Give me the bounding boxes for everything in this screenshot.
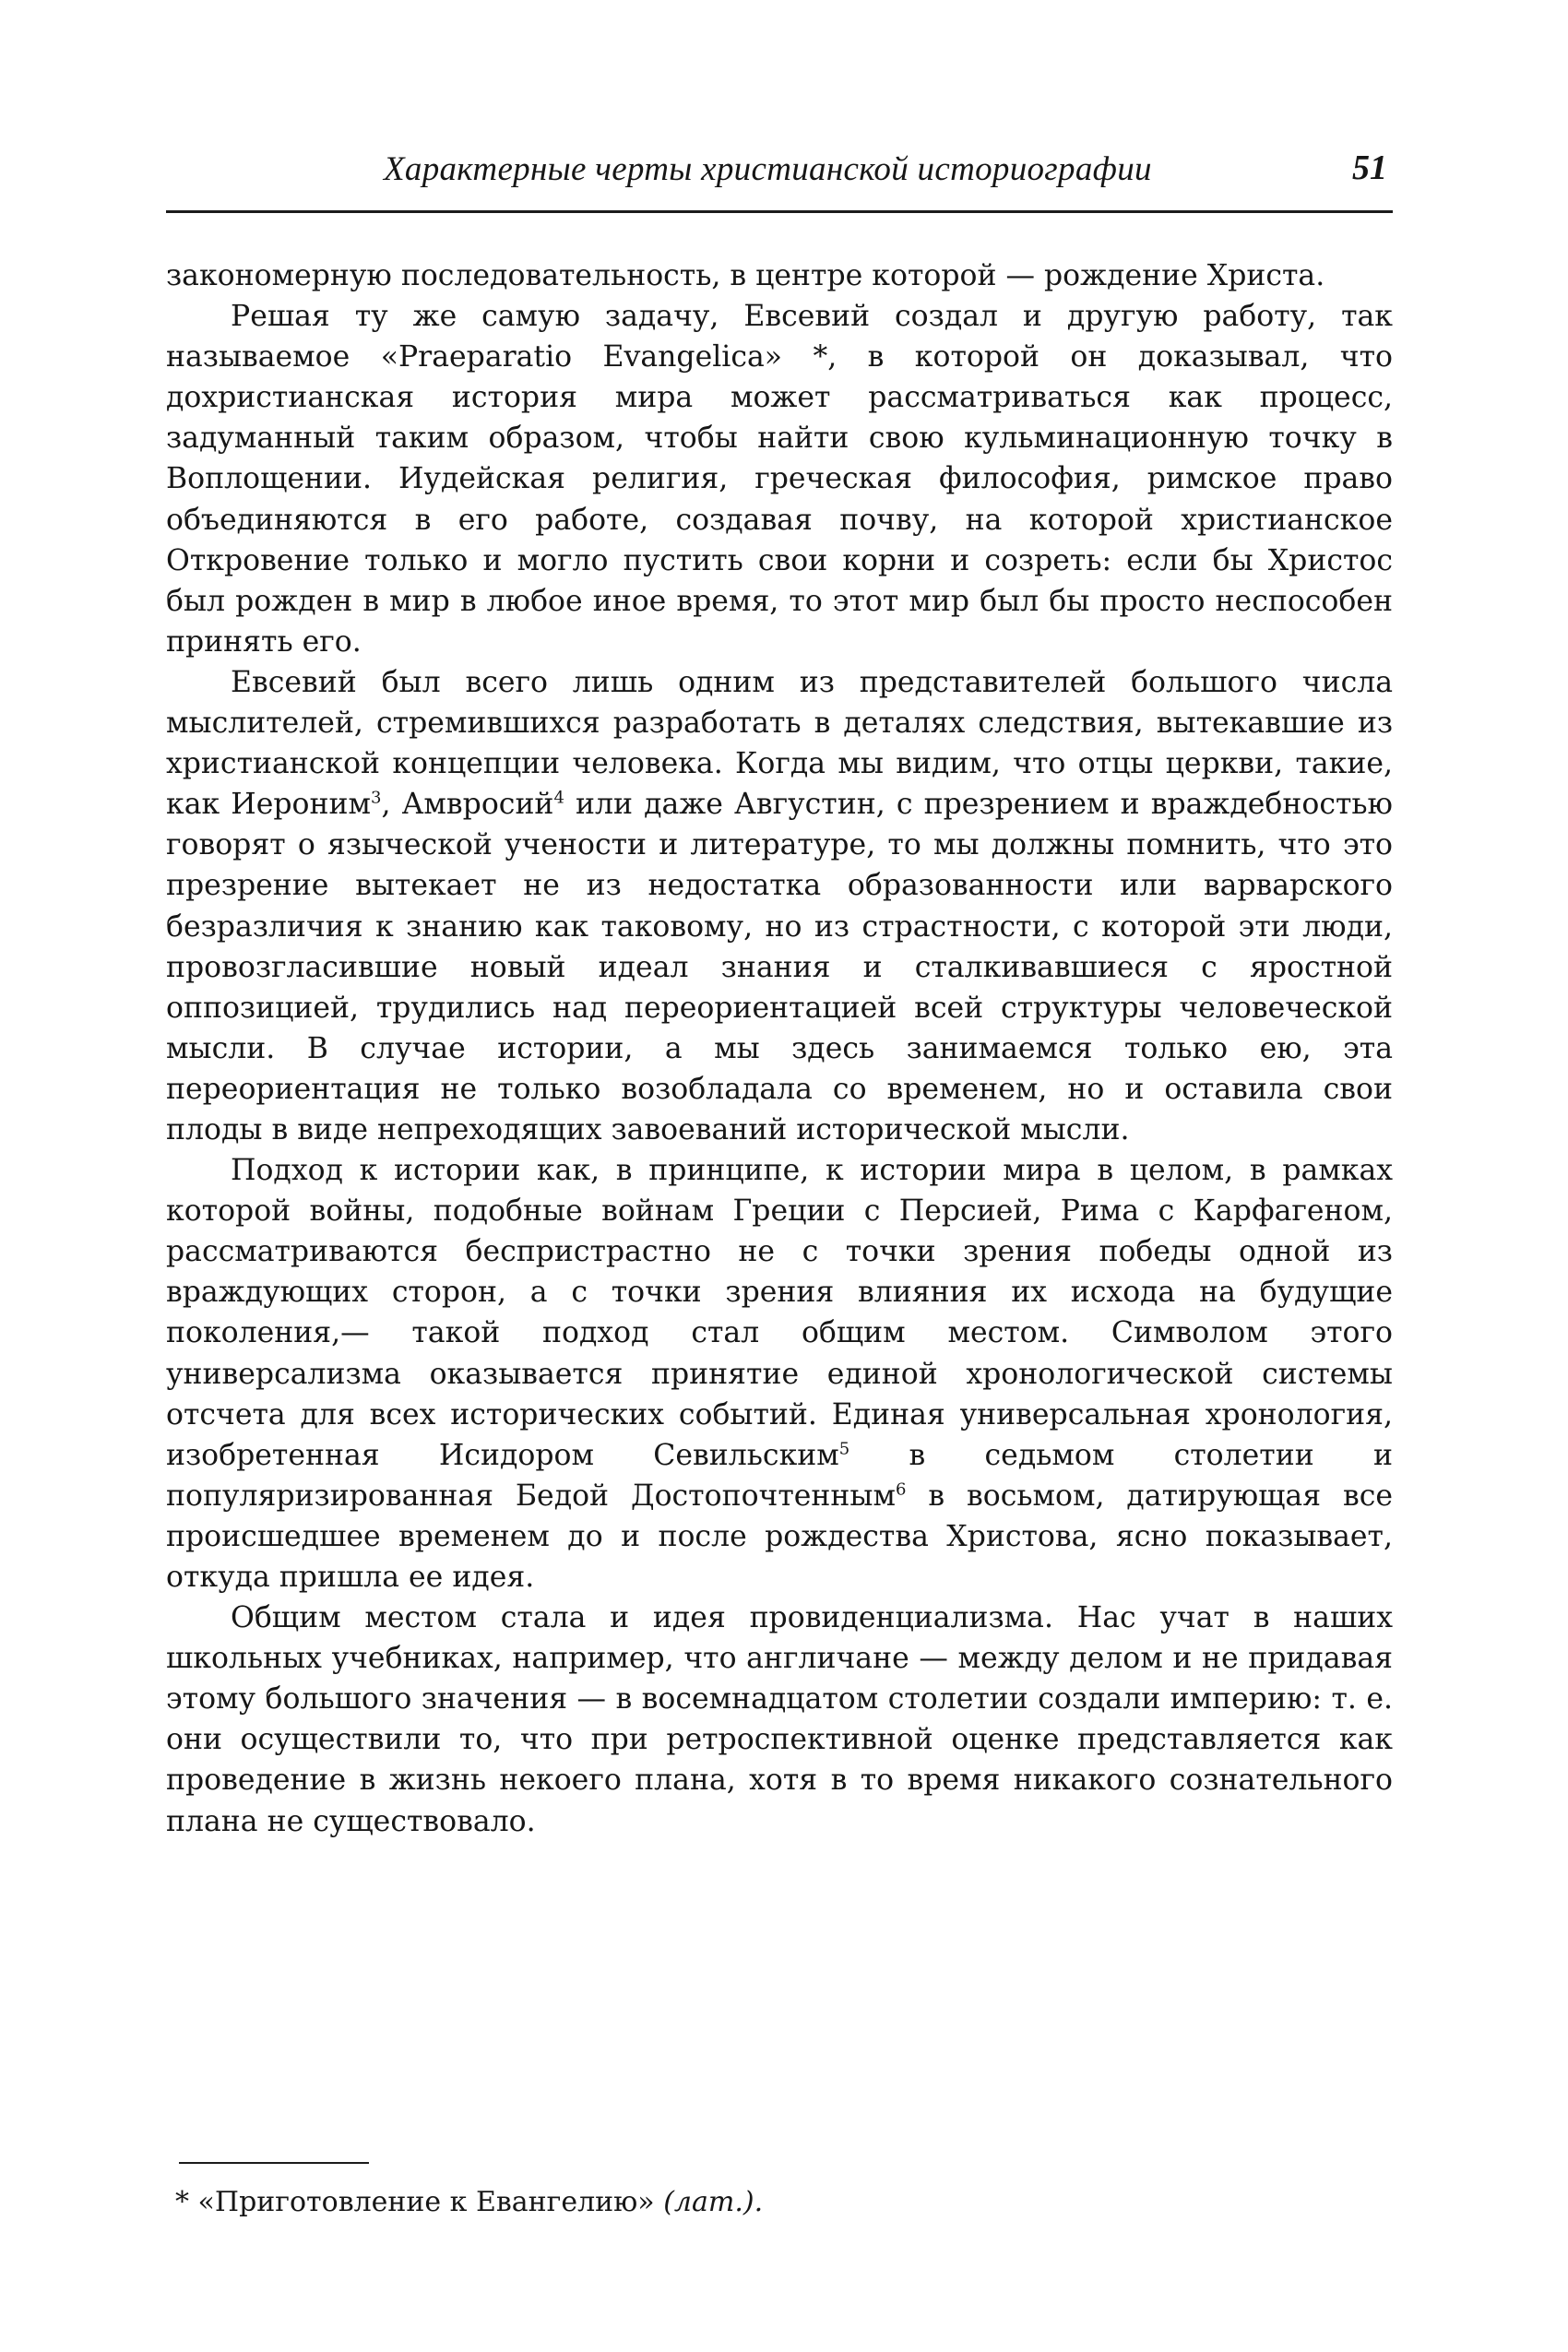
paragraph bbox=[166, 1150, 1393, 1598]
paragraph bbox=[166, 296, 1393, 662]
text-segment: , Амвросий bbox=[381, 788, 554, 822]
footnote-marker: * bbox=[175, 2186, 189, 2218]
page-number: 51 bbox=[1352, 148, 1387, 187]
text-segment: в восьмом, датирующая все происшедшее временем до и после рождества Христова, ясно показывает, откуда пришла ее идея. bbox=[166, 1479, 1393, 1594]
footnote-reference: 6 bbox=[896, 1479, 907, 1500]
footnote-reference: 3 bbox=[371, 788, 382, 808]
footnote-text: «Приготовление к Евангелию» bbox=[197, 2186, 655, 2218]
running-title: Характерные черты христианской историографии bbox=[384, 150, 1152, 188]
footnote-divider bbox=[179, 2162, 369, 2164]
running-header bbox=[166, 140, 1393, 213]
footnote-reference: 4 bbox=[553, 788, 564, 808]
text-segment: закономерную последовательность, в центре которой — рождение Христа. bbox=[166, 259, 1325, 292]
paragraph bbox=[166, 1598, 1393, 1842]
footnote-reference: 5 bbox=[838, 1439, 850, 1459]
text-segment: Подход к истории как, в принципе, к истории мира в целом, в рамках которой войны, подобные войнам Греции с Персией, Рима с Карфагеном, рассматриваются беспристрастно не с точки зрения победы одной из враждующих сторон, а с точки зрения влияния их исхода на будущие поколения,— такой подход стал общим местом. Символом этого универсализма оказывается принятие единой хронологической системы отсчета для всех исторических событий. Единая универсальная хронология, изобретенная Исидором Севильским bbox=[166, 1154, 1393, 1472]
text-segment: Решая ту же самую задачу, Евсевий создал и другую работу, так называемое «Praeparatio Evangelica» *, в которой он доказывал, что дохристианская история мира может рассматриваться как процесс, задуманный таким образом, чтобы найти свою кульминационную точку в Воплощении. Иудейская религия, греческая философия, римское право объединяются в его работе, создавая почву, на которой христианское Откровение только и могло пустить свои корни и созреть: если бы Христос был рожден в мир в любое иное время, то этот мир был бы просто неспособен принять его. bbox=[166, 300, 1393, 659]
body-text bbox=[166, 255, 1393, 1842]
footnote bbox=[175, 2186, 763, 2218]
paragraph bbox=[166, 662, 1393, 1150]
footnote-language-note: (лат.). bbox=[663, 2186, 764, 2218]
text-segment: Евсевий был всего лишь одним из представителей большого числа мыслителей, стремившихся разработать в деталях следствия, вытекавшие из христианской концепции человека. Когда мы видим, что отцы церкви, такие, как Иероним bbox=[166, 665, 1393, 822]
paragraph-continuation bbox=[166, 255, 1393, 296]
text-segment: Общим местом стала и идея провиденциализма. Нас учат в наших школьных учебниках, например, что англичане — между делом и не придавая этому большого значения — в восемнадцатом столетии создали империю: т. е. они осуществили то, что при ретроспективной оценке представляется как проведение в жизнь некоего плана, хотя в то время никакого сознательного плана не существовало. bbox=[166, 1601, 1393, 1838]
text-segment: в седьмом столетии и популяризированная Бедой Достопочтенным bbox=[166, 1438, 1394, 1513]
text-segment: или даже Августин, с презрением и враждебностью говорят о языческой учености и литературе, то мы должны помнить, что это презрение вытекает не из недостатка образованности или варварского безразличия к знанию как таковому, но из страстности, с которой эти люди, провозгласившие новый идеал знания и сталкивавшиеся с яростной оппозицией, трудились над переориентацией всей структуры человеческой мысли. В случае истории, а мы здесь занимаемся только ею, эта переориентация не только возобладала со временем, но и оставила свои плоды в виде непреходящих завоеваний исторической мысли. bbox=[166, 788, 1393, 1146]
